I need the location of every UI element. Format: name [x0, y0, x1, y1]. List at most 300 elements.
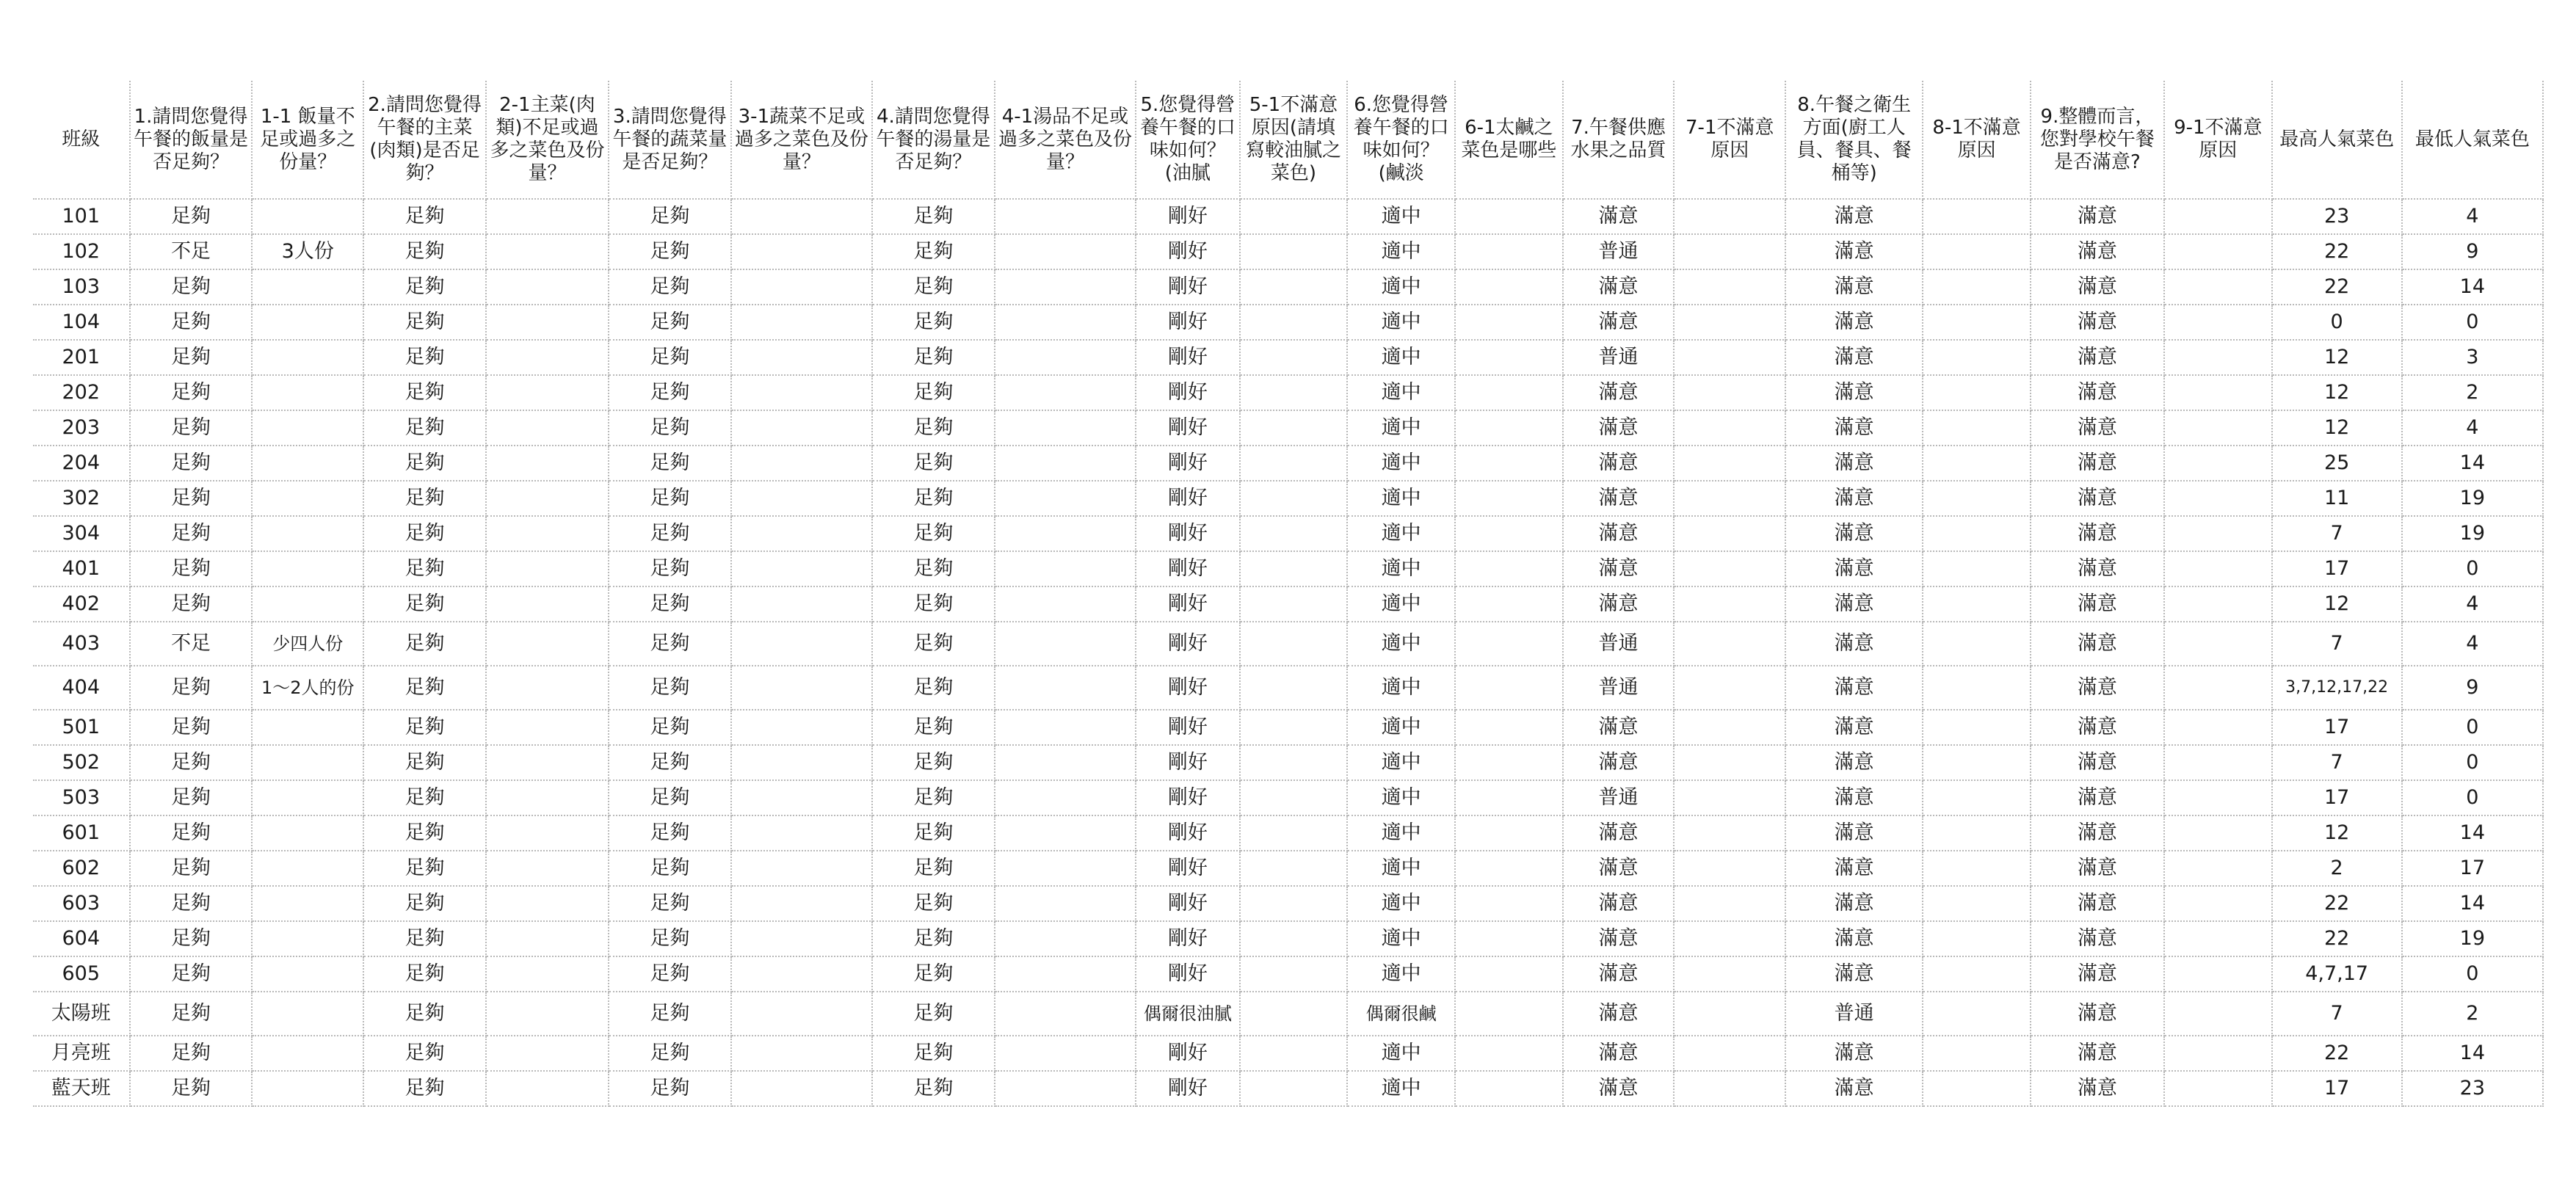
cell-q2-1	[486, 666, 609, 710]
table-row	[33, 199, 2543, 234]
cell-q8-1	[1923, 815, 2031, 851]
cell-q3: 足夠	[609, 481, 731, 516]
cell-q5: 剛好	[1136, 516, 1240, 551]
cell-q2: 足夠	[363, 340, 486, 375]
column-header-q1-1: 1-1 飯量不足或過多之份量？	[252, 81, 363, 199]
cell-q7-1	[1674, 780, 1785, 815]
cell-least-popular: 4	[2402, 199, 2543, 234]
cell-q7-1	[1674, 956, 1785, 992]
cell-most-popular: 7	[2272, 622, 2402, 666]
cell-q8-1	[1923, 851, 2031, 886]
cell-q9-1	[2164, 199, 2272, 234]
cell-q4-1	[995, 516, 1136, 551]
cell-q9: 滿意	[2031, 815, 2164, 851]
table-row	[33, 851, 2543, 886]
cell-q8: 滿意	[1785, 851, 1923, 886]
table-row	[33, 446, 2543, 481]
column-header-q9: 9.整體而言，您對學校午餐是否滿意?	[2031, 81, 2164, 199]
cell-q5: 剛好	[1136, 1071, 1240, 1106]
cell-q7: 滿意	[1563, 956, 1675, 992]
cell-class: 601	[33, 815, 130, 851]
cell-least-popular: 9	[2402, 666, 2543, 710]
cell-least-popular: 0	[2402, 305, 2543, 340]
cell-q4: 足夠	[872, 745, 995, 780]
cell-q5-1	[1240, 305, 1348, 340]
cell-q2-1	[486, 886, 609, 921]
cell-q8-1	[1923, 446, 2031, 481]
cell-q7-1	[1674, 1071, 1785, 1106]
cell-q1-1	[252, 815, 363, 851]
cell-q6-1	[1455, 199, 1563, 234]
cell-q4: 足夠	[872, 710, 995, 745]
cell-q1-1: 1～2人的份	[252, 666, 363, 710]
cell-least-popular: 0	[2402, 551, 2543, 586]
cell-q9: 滿意	[2031, 780, 2164, 815]
cell-q2: 足夠	[363, 234, 486, 269]
cell-q5: 剛好	[1136, 446, 1240, 481]
column-header-q2: 2.請問您覺得午餐的主菜(肉類)是否足夠？	[363, 81, 486, 199]
cell-q6: 適中	[1347, 269, 1455, 305]
cell-q8: 滿意	[1785, 305, 1923, 340]
cell-class: 月亮班	[33, 1036, 130, 1071]
cell-q3: 足夠	[609, 375, 731, 410]
cell-q8-1	[1923, 745, 2031, 780]
cell-most-popular: 22	[2272, 921, 2402, 956]
table-row	[33, 815, 2543, 851]
cell-q8-1	[1923, 1036, 2031, 1071]
cell-q3: 足夠	[609, 340, 731, 375]
cell-q1: 足夠	[130, 199, 253, 234]
cell-q5: 剛好	[1136, 745, 1240, 780]
cell-q1-1	[252, 446, 363, 481]
cell-class: 203	[33, 410, 130, 446]
cell-q3-1	[731, 551, 872, 586]
cell-q1-1	[252, 1036, 363, 1071]
cell-class: 401	[33, 551, 130, 586]
cell-most-popular: 7	[2272, 516, 2402, 551]
cell-most-popular: 22	[2272, 234, 2402, 269]
cell-q7: 滿意	[1563, 710, 1675, 745]
cell-q3: 足夠	[609, 851, 731, 886]
cell-q4: 足夠	[872, 1071, 995, 1106]
cell-q8: 滿意	[1785, 1071, 1923, 1106]
cell-q7: 滿意	[1563, 992, 1675, 1036]
column-header-q1: 1.請問您覺得午餐的飯量是否足夠？	[130, 81, 253, 199]
cell-q7-1	[1674, 921, 1785, 956]
column-header-q3-1: 3-1蔬菜不足或過多之菜色及份量？	[731, 81, 872, 199]
table-row	[33, 921, 2543, 956]
cell-q4-1	[995, 921, 1136, 956]
cell-q5: 剛好	[1136, 586, 1240, 622]
cell-least-popular: 23	[2402, 1071, 2543, 1106]
cell-q9: 滿意	[2031, 666, 2164, 710]
cell-q4-1	[995, 305, 1136, 340]
cell-q1-1	[252, 745, 363, 780]
cell-q9: 滿意	[2031, 1071, 2164, 1106]
cell-q2: 足夠	[363, 956, 486, 992]
cell-q3: 足夠	[609, 956, 731, 992]
cell-q4-1	[995, 586, 1136, 622]
cell-q2-1	[486, 375, 609, 410]
cell-q6-1	[1455, 886, 1563, 921]
cell-most-popular: 12	[2272, 586, 2402, 622]
cell-q2-1	[486, 269, 609, 305]
cell-q6: 適中	[1347, 516, 1455, 551]
cell-q4-1	[995, 269, 1136, 305]
cell-q7: 滿意	[1563, 1036, 1675, 1071]
cell-most-popular: 7	[2272, 745, 2402, 780]
cell-q7: 普通	[1563, 622, 1675, 666]
cell-least-popular: 14	[2402, 1036, 2543, 1071]
cell-q3: 足夠	[609, 886, 731, 921]
cell-class: 102	[33, 234, 130, 269]
cell-q5-1	[1240, 516, 1348, 551]
cell-q4-1	[995, 666, 1136, 710]
cell-q7: 普通	[1563, 666, 1675, 710]
cell-q5: 剛好	[1136, 921, 1240, 956]
cell-q7: 普通	[1563, 234, 1675, 269]
cell-q3: 足夠	[609, 815, 731, 851]
survey-sheet	[33, 81, 2544, 1107]
cell-q4: 足夠	[872, 446, 995, 481]
cell-q9-1	[2164, 586, 2272, 622]
cell-q5-1	[1240, 375, 1348, 410]
cell-q6-1	[1455, 269, 1563, 305]
cell-q2-1	[486, 745, 609, 780]
table-row	[33, 1036, 2543, 1071]
cell-most-popular: 17	[2272, 551, 2402, 586]
cell-q7-1	[1674, 305, 1785, 340]
cell-q2: 足夠	[363, 586, 486, 622]
cell-q2: 足夠	[363, 199, 486, 234]
cell-most-popular: 12	[2272, 340, 2402, 375]
cell-q4: 足夠	[872, 1036, 995, 1071]
cell-q9-1	[2164, 234, 2272, 269]
cell-q4-1	[995, 956, 1136, 992]
cell-q8: 滿意	[1785, 516, 1923, 551]
cell-q2-1	[486, 921, 609, 956]
cell-q9: 滿意	[2031, 269, 2164, 305]
cell-least-popular: 19	[2402, 481, 2543, 516]
cell-q2-1	[486, 234, 609, 269]
cell-q1: 足夠	[130, 886, 253, 921]
cell-q8-1	[1923, 666, 2031, 710]
cell-least-popular: 14	[2402, 815, 2543, 851]
cell-least-popular: 4	[2402, 410, 2543, 446]
cell-q3: 足夠	[609, 745, 731, 780]
cell-q2: 足夠	[363, 551, 486, 586]
table-row	[33, 516, 2543, 551]
cell-q6: 適中	[1347, 305, 1455, 340]
cell-q4-1	[995, 340, 1136, 375]
cell-q8: 滿意	[1785, 886, 1923, 921]
header-row	[33, 81, 2543, 199]
cell-q1-1	[252, 551, 363, 586]
cell-q8-1	[1923, 780, 2031, 815]
cell-q4: 足夠	[872, 666, 995, 710]
cell-q8: 滿意	[1785, 745, 1923, 780]
cell-q3: 足夠	[609, 921, 731, 956]
cell-class: 302	[33, 481, 130, 516]
cell-q9: 滿意	[2031, 234, 2164, 269]
cell-q9-1	[2164, 710, 2272, 745]
cell-q5: 剛好	[1136, 815, 1240, 851]
cell-q6-1	[1455, 375, 1563, 410]
cell-q2-1	[486, 780, 609, 815]
column-header-q8-1: 8-1不滿意原因	[1923, 81, 2031, 199]
cell-q6: 適中	[1347, 921, 1455, 956]
cell-q4: 足夠	[872, 622, 995, 666]
lunch-survey-table	[33, 81, 2544, 1107]
cell-q6-1	[1455, 234, 1563, 269]
cell-q6: 適中	[1347, 586, 1455, 622]
cell-q4-1	[995, 622, 1136, 666]
cell-q5: 偶爾很油膩	[1136, 992, 1240, 1036]
cell-q8-1	[1923, 1071, 2031, 1106]
cell-q3: 足夠	[609, 199, 731, 234]
cell-q6-1	[1455, 516, 1563, 551]
cell-q8: 滿意	[1785, 921, 1923, 956]
cell-q9: 滿意	[2031, 551, 2164, 586]
cell-q1: 足夠	[130, 780, 253, 815]
cell-q9-1	[2164, 481, 2272, 516]
cell-q1: 不足	[130, 622, 253, 666]
cell-q9-1	[2164, 551, 2272, 586]
cell-q4-1	[995, 481, 1136, 516]
table-row	[33, 375, 2543, 410]
cell-q5-1	[1240, 481, 1348, 516]
cell-q5: 剛好	[1136, 956, 1240, 992]
cell-q3-1	[731, 234, 872, 269]
cell-q4: 足夠	[872, 234, 995, 269]
cell-q9: 滿意	[2031, 481, 2164, 516]
column-header-q4-1: 4-1湯品不足或過多之菜色及份量？	[995, 81, 1136, 199]
cell-q4-1	[995, 410, 1136, 446]
cell-q5-1	[1240, 586, 1348, 622]
table-row	[33, 586, 2543, 622]
cell-q4: 足夠	[872, 410, 995, 446]
cell-q5-1	[1240, 340, 1348, 375]
column-header-q5-1: 5-1不滿意原因(請填寫較油膩之菜色)	[1240, 81, 1348, 199]
cell-q5: 剛好	[1136, 851, 1240, 886]
cell-q9-1	[2164, 956, 2272, 992]
cell-q4-1	[995, 710, 1136, 745]
cell-most-popular: 0	[2272, 305, 2402, 340]
cell-class: 藍天班	[33, 1071, 130, 1106]
cell-q5: 剛好	[1136, 780, 1240, 815]
cell-q9-1	[2164, 745, 2272, 780]
cell-q7-1	[1674, 622, 1785, 666]
cell-q6-1	[1455, 340, 1563, 375]
cell-q3-1	[731, 710, 872, 745]
cell-q5: 剛好	[1136, 622, 1240, 666]
cell-q4-1	[995, 745, 1136, 780]
cell-q1-1	[252, 410, 363, 446]
cell-class: 604	[33, 921, 130, 956]
cell-q9: 滿意	[2031, 586, 2164, 622]
cell-q6-1	[1455, 851, 1563, 886]
cell-q6-1	[1455, 410, 1563, 446]
cell-q9-1	[2164, 1071, 2272, 1106]
cell-q7-1	[1674, 851, 1785, 886]
cell-q6: 適中	[1347, 815, 1455, 851]
cell-q1: 足夠	[130, 992, 253, 1036]
cell-q2: 足夠	[363, 305, 486, 340]
cell-q7-1	[1674, 516, 1785, 551]
cell-q2: 足夠	[363, 992, 486, 1036]
cell-q4-1	[995, 375, 1136, 410]
table-row	[33, 305, 2543, 340]
cell-q1: 不足	[130, 234, 253, 269]
cell-q3: 足夠	[609, 305, 731, 340]
cell-class: 602	[33, 851, 130, 886]
cell-q6-1	[1455, 622, 1563, 666]
cell-q3-1	[731, 622, 872, 666]
cell-least-popular: 0	[2402, 745, 2543, 780]
cell-class: 603	[33, 886, 130, 921]
column-header-q7-1: 7-1不滿意原因	[1674, 81, 1785, 199]
cell-q4: 足夠	[872, 815, 995, 851]
cell-q1-1	[252, 586, 363, 622]
cell-q7: 滿意	[1563, 410, 1675, 446]
cell-q7-1	[1674, 446, 1785, 481]
cell-least-popular: 19	[2402, 921, 2543, 956]
cell-most-popular: 12	[2272, 410, 2402, 446]
cell-q6: 適中	[1347, 199, 1455, 234]
column-header-q6-1: 6-1太鹹之菜色是哪些	[1455, 81, 1563, 199]
cell-q3-1	[731, 921, 872, 956]
cell-q8-1	[1923, 410, 2031, 446]
cell-q1-1	[252, 199, 363, 234]
cell-q8-1	[1923, 481, 2031, 516]
cell-q6-1	[1455, 586, 1563, 622]
cell-q9: 滿意	[2031, 410, 2164, 446]
cell-q4-1	[995, 992, 1136, 1036]
cell-q9-1	[2164, 666, 2272, 710]
cell-q4: 足夠	[872, 481, 995, 516]
cell-q9: 滿意	[2031, 745, 2164, 780]
table-row	[33, 269, 2543, 305]
cell-q3-1	[731, 886, 872, 921]
cell-q7-1	[1674, 199, 1785, 234]
cell-q6: 適中	[1347, 1071, 1455, 1106]
cell-q1: 足夠	[130, 516, 253, 551]
cell-q5-1	[1240, 710, 1348, 745]
cell-q3-1	[731, 446, 872, 481]
cell-q1: 足夠	[130, 710, 253, 745]
cell-q9-1	[2164, 410, 2272, 446]
cell-least-popular: 3	[2402, 340, 2543, 375]
cell-q5-1	[1240, 815, 1348, 851]
cell-q5: 剛好	[1136, 234, 1240, 269]
cell-q1: 足夠	[130, 446, 253, 481]
cell-q9-1	[2164, 305, 2272, 340]
cell-q5: 剛好	[1136, 340, 1240, 375]
cell-q1: 足夠	[130, 269, 253, 305]
column-header-most-popular: 最高人氣菜色	[2272, 81, 2402, 199]
cell-q1: 足夠	[130, 551, 253, 586]
cell-q2-1	[486, 199, 609, 234]
cell-q2-1	[486, 516, 609, 551]
cell-q3-1	[731, 666, 872, 710]
table-row	[33, 710, 2543, 745]
cell-q7-1	[1674, 410, 1785, 446]
cell-q6-1	[1455, 992, 1563, 1036]
cell-q1-1	[252, 992, 363, 1036]
table-row	[33, 992, 2543, 1036]
cell-q6-1	[1455, 921, 1563, 956]
cell-q1: 足夠	[130, 410, 253, 446]
cell-q5: 剛好	[1136, 199, 1240, 234]
cell-q7: 滿意	[1563, 815, 1675, 851]
cell-q5-1	[1240, 780, 1348, 815]
cell-class: 402	[33, 586, 130, 622]
cell-q3: 足夠	[609, 710, 731, 745]
cell-q4: 足夠	[872, 886, 995, 921]
cell-most-popular: 12	[2272, 815, 2402, 851]
cell-q6: 適中	[1347, 410, 1455, 446]
cell-q5: 剛好	[1136, 481, 1240, 516]
column-header-q6: 6.您覺得營養午餐的口味如何？(鹹淡	[1347, 81, 1455, 199]
cell-q1: 足夠	[130, 921, 253, 956]
cell-q8: 滿意	[1785, 446, 1923, 481]
cell-q3-1	[731, 340, 872, 375]
cell-least-popular: 17	[2402, 851, 2543, 886]
cell-class: 501	[33, 710, 130, 745]
cell-q5-1	[1240, 851, 1348, 886]
cell-q2: 足夠	[363, 921, 486, 956]
cell-class: 202	[33, 375, 130, 410]
cell-q6: 適中	[1347, 745, 1455, 780]
cell-q3: 足夠	[609, 622, 731, 666]
cell-q9-1	[2164, 269, 2272, 305]
cell-q2-1	[486, 710, 609, 745]
cell-q9-1	[2164, 851, 2272, 886]
cell-q4-1	[995, 1071, 1136, 1106]
cell-most-popular: 2	[2272, 851, 2402, 886]
cell-q9: 滿意	[2031, 956, 2164, 992]
cell-q2-1	[486, 340, 609, 375]
cell-q4: 足夠	[872, 269, 995, 305]
cell-q6-1	[1455, 956, 1563, 992]
column-header-q9-1: 9-1不滿意原因	[2164, 81, 2272, 199]
cell-q3: 足夠	[609, 992, 731, 1036]
cell-q1-1	[252, 340, 363, 375]
cell-q1: 足夠	[130, 481, 253, 516]
cell-q7: 滿意	[1563, 851, 1675, 886]
cell-q6: 適中	[1347, 375, 1455, 410]
cell-least-popular: 0	[2402, 780, 2543, 815]
cell-q2: 足夠	[363, 1071, 486, 1106]
cell-q4: 足夠	[872, 199, 995, 234]
cell-q7-1	[1674, 234, 1785, 269]
cell-q6-1	[1455, 780, 1563, 815]
table-row	[33, 234, 2543, 269]
cell-q1-1	[252, 921, 363, 956]
cell-q7-1	[1674, 710, 1785, 745]
cell-q7: 滿意	[1563, 886, 1675, 921]
cell-q6-1	[1455, 815, 1563, 851]
cell-q4: 足夠	[872, 340, 995, 375]
cell-q8: 滿意	[1785, 1036, 1923, 1071]
cell-q7: 滿意	[1563, 481, 1675, 516]
cell-q2-1	[486, 1036, 609, 1071]
cell-q2: 足夠	[363, 446, 486, 481]
cell-q4: 足夠	[872, 305, 995, 340]
cell-q5: 剛好	[1136, 666, 1240, 710]
cell-q5: 剛好	[1136, 551, 1240, 586]
cell-q5-1	[1240, 921, 1348, 956]
